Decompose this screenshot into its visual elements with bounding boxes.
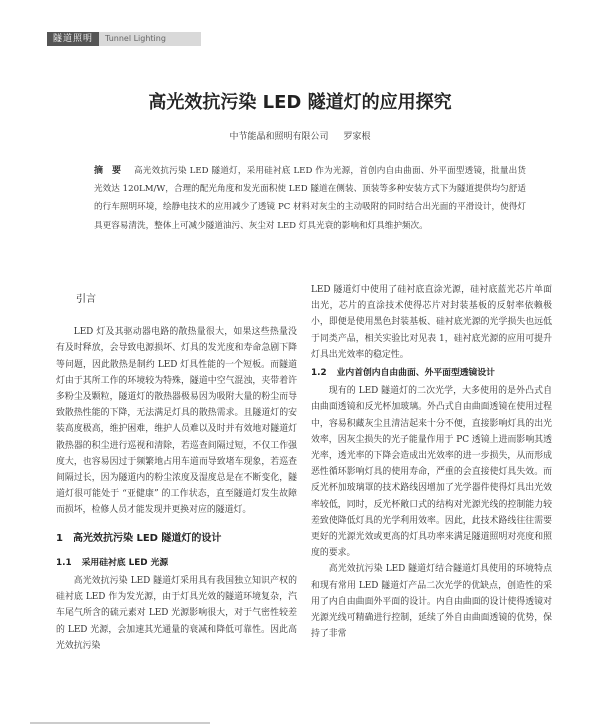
section-1-1-title: 采用硅衬底 LED 光源 [81,557,169,568]
abstract-label: 摘 要 [94,166,122,176]
article-title: 高光效抗污染 LED 隧道灯的应用探究 [148,92,452,113]
section-1-2-paragraph-2: 高光效抗污染 LED 隧道灯结合隧道灯具使用的环境特点和现有常用 LED 隧道灯产品二次光学的优缺点，创造性的采用了内自由曲面外平面的设计。内自由曲面的设计使得透镜对光源光线可精确进行控制，延续了外自由曲面透镜的优势，保持了非常 [311,564,552,640]
left-column [56,286,297,654]
section-tag-cn: 隧道照明 [47,32,99,46]
section-header [47,32,201,46]
right-column [311,282,552,642]
intro-paragraph: LED 灯及其驱动器电路的散热量很大，如果这些热量没有及时释放，会导致电源损坏、灯具的发光度和寿命急剧下降等问题，因此散热是制约 LED 灯具性能的一个短板。而隧道灯由于其所工作的环境较为特殊，隧道中空气混浊，夹带着许多粉尘及颗粒，隧道灯的散热器极易因为吸附大量的粉尘而导致散热性能的下降，无法满足灯具的散热需求。且隧道灯的安装高度极高，维护困难，维护人员难以及时并有效地对隧道灯散热器的积尘进行巡视和清除，若巡查间隔过短，不仅工作强度大，也容易因过于频繁地占用车道而导致堵车现象，若巡查间隔过长，因为隧道内的粉尘浓度及湿度总是在不断变化，隧道灯很可能处于 “亚健康” 的工作状态，直至隧道灯发生故障而损坏，检修人员才能发现并更换对应的隧道灯。 [56,327,297,516]
author-organization: 中节能晶和照明有限公司 [229,132,329,142]
section-1-2-heading [311,365,552,381]
section-1-1-number: 1.1 [56,557,72,568]
section-1-title: 高光效抗污染 LED 隧道灯的设计 [72,532,222,544]
intro-heading: 引言 [76,294,96,305]
section-1-2-paragraph-1: 现有的 LED 隧道灯的二次光学，大多使用的是外凸式自由曲面透镜和反光杯加玻璃。外凸式自由曲面透镜在使用过程中，容易积藏灰尘且清洁起来十分不便，直接影响灯具的出光效率，因灰尘损失的光子能量作用于 PC 透镜上进而影响其透光率，透光率的下降会造成出光效率的进一步损失，从而形成恶性循环影响灯具的使用寿命，严重的会直接使灯具失效。而反光杯加玻璃罩的技术路线因增加了光学器件使得灯具出光效率较低，同时，反光杯敞口式的结构对光源光线的控制能力较差致使降低灯具的光学利用效率。因此，此技术路线往往需要更好的光源光效或更高的灯具功率来满足隧道照明对亮度和照度的要求。 [311,386,552,559]
section-1-1-continued: LED 隧道灯中使用了硅衬底直涂光源，硅衬底蓝光芯片单面出光，芯片的直涂技术使得芯片对封装基板的反射率依赖极小，即便是使用黑色封装基板、硅衬底光源的光学损失也远低于同类产品，相关实验比对见表 1，硅衬底光源的应用可提升灯具出光效率的稳定性。 [311,285,552,360]
section-1-heading [56,531,297,547]
author-name: 罗家根 [343,132,371,142]
section-1-2-title: 业内首创内自由曲面、外平面型透镜设计 [336,368,495,379]
section-1-number: 1 [56,532,63,544]
author-line [0,129,600,142]
section-1-2-number: 1.2 [311,368,327,379]
abstract-block [94,162,526,235]
section-tag-en: Tunnel Lighting [99,32,201,46]
footer-rule [30,722,210,724]
abstract-text: 高光效抗污染 LED 隧道灯，采用硅衬底 LED 作为光源，首创内自由曲面、外平面型透镜，批量出货光效达 120LM/W，合理的配光角度和发光面积使 LED 隧道在侧装、顶装等多种安装方式下为隧道提供均匀舒适的行车照明环境，绘静电技术的应用减少了透镜 PC 材料对灰尘的主动吸附的同时结合出光面的平滑设计，使得灯具更容易清洗，整体上可减少隧道油污、灰尘对 LED 灯具光衰的影响和灯具维护频次。 [94,166,526,231]
section-1-1-heading [56,555,297,571]
section-1-1-paragraph: 高光效抗污染 LED 隧道灯采用具有我国独立知识产权的硅衬底 LED 作为发光源，由于灯具光效的隧道环境复杂，汽车尾气所含的硫元素对 LED 光源影响很大，对于气密性较差的 LED 光源，会加速其光通量的衰减和降低可靠性。因此高光效抗污染 [56,576,297,651]
